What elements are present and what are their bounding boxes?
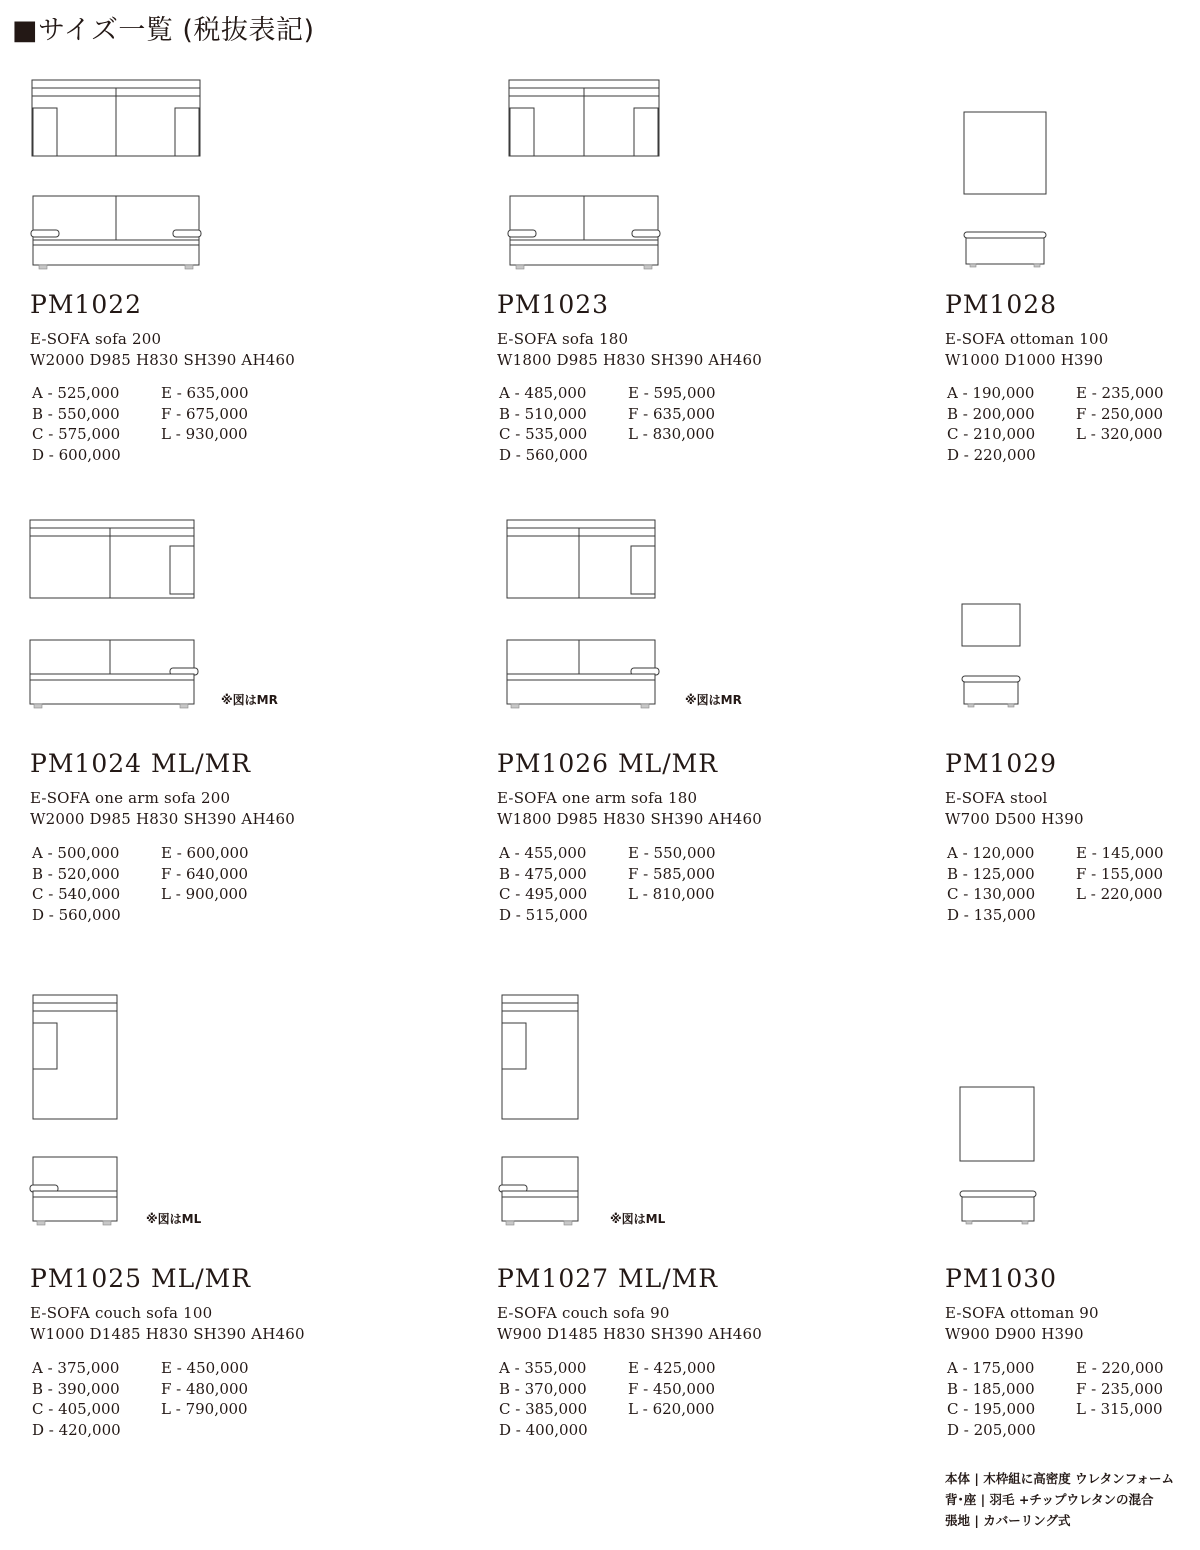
product-dimensions: W2000 D985 H830 SH390 AH460 — [30, 810, 295, 828]
price-c: C - 385,000 — [499, 1400, 588, 1418]
price-f: F - 155,000 — [1076, 864, 1164, 883]
price-a: A - 375,000 — [32, 1359, 120, 1377]
price-b: B - 510,000 — [499, 404, 587, 423]
price-l: L - 930,000 — [161, 425, 248, 443]
price-d: D - 135,000 — [947, 905, 1036, 924]
product-dimensions: W1800 D985 H830 SH390 AH460 — [497, 351, 762, 369]
price-a: A - 175,000 — [947, 1359, 1035, 1377]
sofa-drawing — [507, 78, 667, 273]
product-dimensions: W1000 D1485 H830 SH390 AH460 — [30, 1325, 305, 1343]
page-title: ■サイズ一覧 (税抜表記) — [12, 15, 315, 46]
product-dimensions: W1800 D985 H830 SH390 AH460 — [497, 810, 762, 828]
price-b: B - 390,000 — [32, 1379, 120, 1398]
price-a: A - 355,000 — [499, 1359, 587, 1377]
price-f: F - 585,000 — [628, 864, 716, 883]
price-b: B - 520,000 — [32, 864, 120, 883]
price-b: B - 475,000 — [499, 864, 587, 883]
product-name: E-SOFA sofa 200 — [30, 330, 162, 348]
price-d: D - 600,000 — [32, 445, 121, 464]
product-code: PM1026 ML/MR — [497, 749, 719, 778]
product-dimensions: W2000 D985 H830 SH390 AH460 — [30, 351, 295, 369]
price-a: A - 120,000 — [947, 844, 1035, 862]
price-d: D - 560,000 — [32, 905, 121, 924]
product-dimensions: W700 D500 H390 — [945, 810, 1084, 828]
price-a: A - 190,000 — [947, 384, 1035, 402]
product-code: PM1027 ML/MR — [497, 1264, 719, 1293]
price-f: F - 250,000 — [1076, 404, 1164, 423]
product-code: PM1030 — [945, 1264, 1058, 1293]
price-f: F - 675,000 — [161, 404, 249, 423]
price-l: L - 315,000 — [1076, 1400, 1163, 1418]
figure-note: ※図はMR — [685, 693, 742, 707]
price-c: C - 495,000 — [499, 885, 588, 903]
price-d: D - 515,000 — [499, 905, 588, 924]
product-name: E-SOFA ottoman 100 — [945, 330, 1109, 348]
sofa-drawing — [507, 518, 672, 713]
product-dimensions: W900 D1485 H830 SH390 AH460 — [497, 1325, 762, 1343]
material-upholstery: 張地 | カバーリング式 — [945, 1513, 1071, 1528]
price-f: F - 480,000 — [161, 1379, 249, 1398]
price-c: C - 195,000 — [947, 1400, 1036, 1418]
product-name: E-SOFA ottoman 90 — [945, 1304, 1099, 1322]
sofa-drawing — [30, 518, 205, 713]
product-name: E-SOFA couch sofa 90 — [497, 1304, 670, 1322]
price-e: E - 635,000 — [161, 384, 249, 402]
price-b: B - 200,000 — [947, 404, 1035, 423]
price-c: C - 535,000 — [499, 425, 588, 443]
figure-note: ※図はML — [610, 1212, 666, 1226]
price-e: E - 595,000 — [628, 384, 716, 402]
materials-note — [945, 1468, 1174, 1531]
price-c: C - 210,000 — [947, 425, 1036, 443]
price-e: E - 550,000 — [628, 844, 716, 862]
price-c: C - 575,000 — [32, 425, 121, 443]
price-e: E - 220,000 — [1076, 1359, 1164, 1377]
price-a: A - 525,000 — [32, 384, 120, 402]
ottoman-drawing — [960, 108, 1070, 273]
price-a: A - 500,000 — [32, 844, 120, 862]
product-name: E-SOFA couch sofa 100 — [30, 1304, 213, 1322]
sofa-drawing — [30, 78, 205, 273]
price-l: L - 220,000 — [1076, 885, 1163, 903]
product-dimensions: W900 D900 H390 — [945, 1325, 1084, 1343]
price-f: F - 635,000 — [628, 404, 716, 423]
price-e: E - 425,000 — [628, 1359, 716, 1377]
price-l: L - 790,000 — [161, 1400, 248, 1418]
price-f: F - 640,000 — [161, 864, 249, 883]
price-l: L - 830,000 — [628, 425, 715, 443]
ottoman-drawing — [958, 1085, 1048, 1230]
price-c: C - 130,000 — [947, 885, 1036, 903]
price-d: D - 420,000 — [32, 1420, 121, 1439]
price-b: B - 550,000 — [32, 404, 120, 423]
product-name: E-SOFA one arm sofa 180 — [497, 789, 698, 807]
price-b: B - 125,000 — [947, 864, 1035, 883]
price-b: B - 370,000 — [499, 1379, 587, 1398]
stool-drawing — [960, 602, 1040, 712]
price-b: B - 185,000 — [947, 1379, 1035, 1398]
price-l: L - 620,000 — [628, 1400, 715, 1418]
price-d: D - 400,000 — [499, 1420, 588, 1439]
price-e: E - 145,000 — [1076, 844, 1164, 862]
figure-note: ※図はML — [146, 1212, 202, 1226]
price-d: D - 560,000 — [499, 445, 588, 464]
product-code: PM1024 ML/MR — [30, 749, 252, 778]
price-f: F - 235,000 — [1076, 1379, 1164, 1398]
couch-drawing — [499, 993, 594, 1228]
price-c: C - 540,000 — [32, 885, 121, 903]
price-e: E - 235,000 — [1076, 384, 1164, 402]
price-c: C - 405,000 — [32, 1400, 121, 1418]
price-a: A - 455,000 — [499, 844, 587, 862]
product-code: PM1029 — [945, 749, 1058, 778]
product-dimensions: W1000 D1000 H390 — [945, 351, 1104, 369]
product-code: PM1025 ML/MR — [30, 1264, 252, 1293]
price-l: L - 900,000 — [161, 885, 248, 903]
price-d: D - 220,000 — [947, 445, 1036, 464]
price-l: L - 320,000 — [1076, 425, 1163, 443]
price-d: D - 205,000 — [947, 1420, 1036, 1439]
price-l: L - 810,000 — [628, 885, 715, 903]
product-code: PM1023 — [497, 290, 610, 319]
price-a: A - 485,000 — [499, 384, 587, 402]
material-back-seat: 背･座 | 羽毛 +チップウレタンの混合 — [945, 1492, 1154, 1507]
price-f: F - 450,000 — [628, 1379, 716, 1398]
couch-drawing — [30, 993, 130, 1228]
product-name: E-SOFA stool — [945, 789, 1048, 807]
figure-note: ※図はMR — [221, 693, 278, 707]
product-name: E-SOFA one arm sofa 200 — [30, 789, 231, 807]
price-e: E - 600,000 — [161, 844, 249, 862]
product-code: PM1028 — [945, 290, 1058, 319]
product-code: PM1022 — [30, 290, 143, 319]
price-e: E - 450,000 — [161, 1359, 249, 1377]
product-name: E-SOFA sofa 180 — [497, 330, 629, 348]
material-body: 本体 | 木枠組に高密度 ウレタンフォーム — [945, 1471, 1174, 1486]
